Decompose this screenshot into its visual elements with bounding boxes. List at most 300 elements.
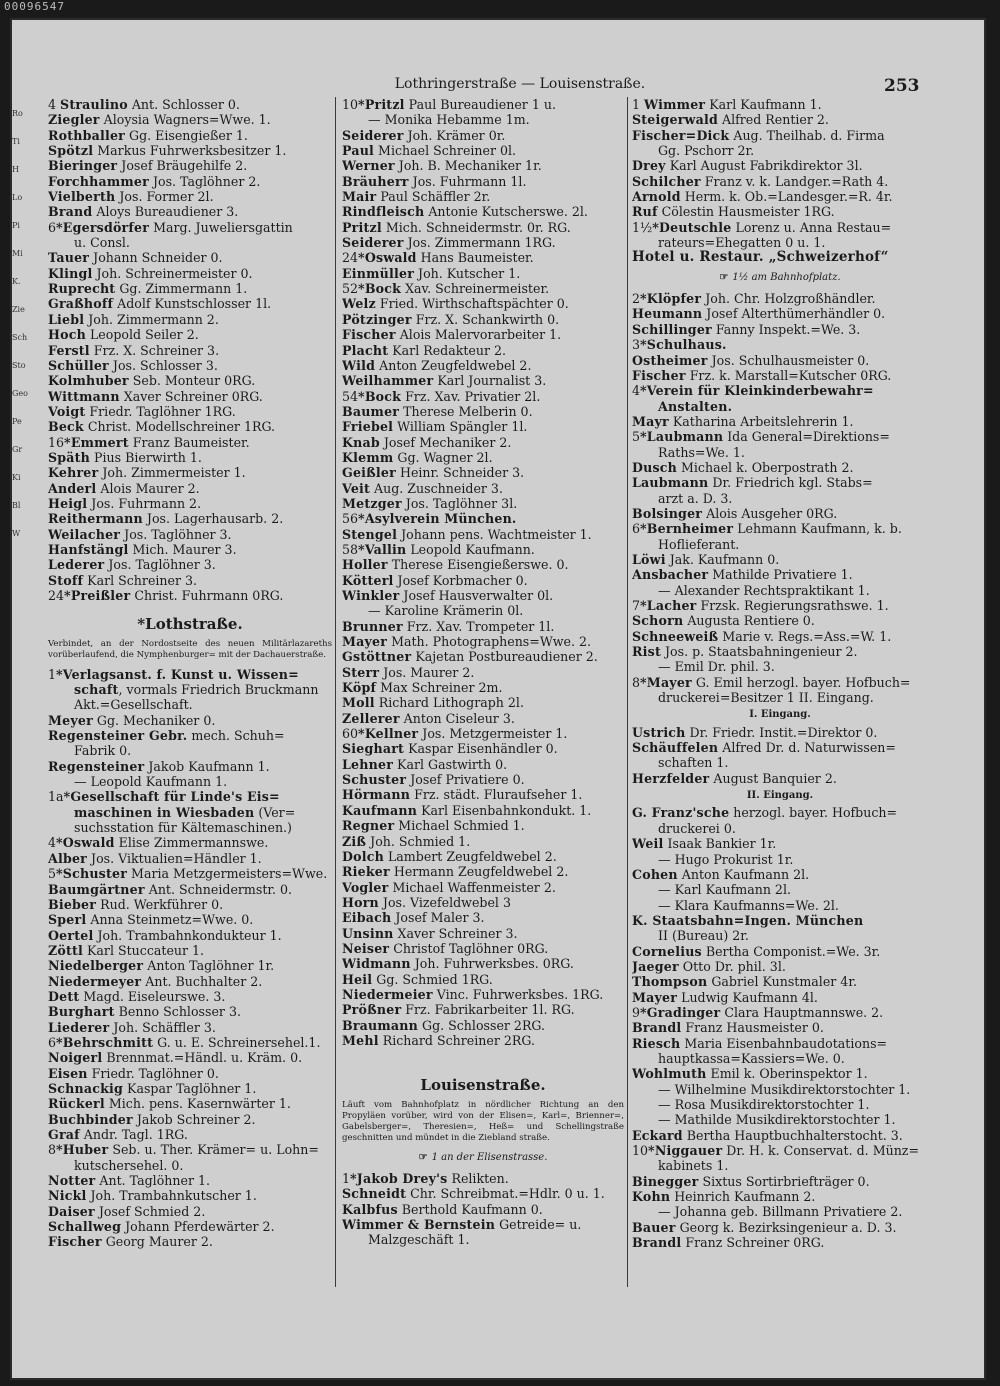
margin-fragment: Sch <box>12 333 28 342</box>
section-note-lothstrasse: Verbindet, an der Nordostseite des neuen Militärlazareths vorüberlaufend, die Nymphenburger= mit der Dachauerstraße. <box>48 638 332 660</box>
directory-entry: Lederer Jos. Taglöhner 3. <box>48 557 216 573</box>
entry-name: Späth <box>48 449 91 465</box>
entry-name: Brunner <box>342 618 403 634</box>
directory-entry: 4*Oswald Elise Zimmermannswe. <box>48 835 269 851</box>
column-2 <box>342 97 624 1248</box>
entry-name: Jaeger <box>632 958 679 974</box>
entry-list-entrance-2 <box>632 805 928 1250</box>
entry-name: Daiser <box>48 1203 95 1219</box>
directory-entry: 9*Gradinger Clara Hauptmannswe. 2. <box>632 1004 884 1020</box>
directory-entry: Alber Jos. Viktualien=Händler 1. <box>48 850 262 866</box>
entry-name: *Mayer <box>640 674 692 690</box>
entry-name: Niedermeyer <box>48 973 142 989</box>
directory-entry: — Karl Kaufmann 2l. <box>658 882 791 898</box>
directory-entry: Rückerl Mich. pens. Kasernwärter 1. <box>48 1096 291 1112</box>
directory-entry: Zellerer Anton Ciseleur 3. <box>342 710 515 726</box>
entry-name: Geißler <box>342 465 396 481</box>
directory-entry: Malzgeschäft 1. <box>368 1232 470 1248</box>
entry-name: Brandl <box>632 1235 682 1251</box>
directory-entry <box>632 250 928 265</box>
directory-entry: Riesch Maria Eisenbahnbaudotations= <box>632 1035 888 1051</box>
directory-entry: druckerei=Besitzer 1 II. Eingang. <box>658 690 874 706</box>
page-number: 253 <box>884 76 920 96</box>
directory-entry: Wild Anton Zeugfeldwebel 2. <box>342 357 532 373</box>
directory-entry: Vogler Michael Waffenmeister 2. <box>342 879 556 895</box>
pointing-hand-note-2 <box>632 270 928 285</box>
directory-entry: Mayer Math. Photographens=Wwe. 2. <box>342 634 592 650</box>
entry-name: Rist <box>632 644 661 660</box>
directory-entry: Eisen Friedr. Taglöhner 0. <box>48 1065 219 1081</box>
directory-entry: Kehrer Joh. Zimmermeister 1. <box>48 465 246 481</box>
directory-entry: Dolch Lambert Zeugfeldwebel 2. <box>342 848 557 864</box>
entry-name: Stengel <box>342 526 398 542</box>
directory-entry: Fischer Alois Malervorarbeiter 1. <box>342 327 562 343</box>
entry-name: *Lacher <box>640 598 697 613</box>
entry-name: Binegger <box>632 1173 699 1189</box>
directory-entry: Metzger Jos. Taglöhner 3l. <box>342 495 518 511</box>
entry-name: Wild <box>342 357 376 373</box>
directory-entry: Tauer Johann Schneider 0. <box>48 250 223 266</box>
directory-entry: 6*Bernheimer Lehmann Kaufmann, k. b. <box>632 521 902 537</box>
entry-name: Wimmer & Bernstein <box>342 1217 496 1233</box>
directory-entry: Hoch Leopold Seiler 2. <box>48 327 199 343</box>
directory-entry: Schneidt Chr. Schreibmat.=Hdlr. 0 u. 1. <box>342 1186 605 1202</box>
directory-entry: Reithermann Jos. Lagerhausarb. 2. <box>48 511 284 527</box>
entry-name: Dusch <box>632 459 677 475</box>
directory-entry: Ansbacher Mathilde Privatiere 1. <box>632 567 853 583</box>
entry-name: *Huber <box>56 1142 109 1158</box>
entry-name: Eckard <box>632 1127 683 1143</box>
entry-name: Drey <box>632 158 666 174</box>
directory-entry: Herzfelder August Banquier 2. <box>632 770 837 786</box>
directory-entry: 8*Mayer G. Emil herzogl. bayer. Hofbuch= <box>632 674 911 690</box>
entry-name: Placht <box>342 342 389 358</box>
column-1 <box>48 97 332 1250</box>
entry-name: Hotel u. Restaur. „Schweizerhof“ <box>632 250 889 266</box>
entry-name: Ustrich <box>632 724 686 740</box>
margin-fragment: Ro <box>12 109 23 118</box>
directory-entry: 5*Laubmann Ida General=Direktions= <box>632 429 890 445</box>
directory-entry: G. Franz'sche herzogl. bayer. Hofbuch= <box>632 805 898 821</box>
entry-name: Liederer <box>48 1019 110 1035</box>
entry-name: Ansbacher <box>632 567 709 583</box>
directory-entry: — Wilhelmine Musikdirektorstochter 1. <box>658 1081 911 1097</box>
directory-entry: Buchbinder Jakob Schreiner 2. <box>48 1111 256 1127</box>
directory-entry: Spötzl Markus Fuhrwerksbesitzer 1. <box>48 143 287 159</box>
entry-name: *Kellner <box>358 726 419 742</box>
directory-entry: Moll Richard Lithograph 2l. <box>342 695 524 711</box>
entry-name: *Bock <box>358 281 402 297</box>
entry-name: *Egersdörfer <box>56 219 150 235</box>
directory-entry: Cornelius Bertha Componist.=We. 3r. <box>632 943 881 959</box>
entry-name: G. Franz'sche <box>632 805 730 821</box>
entry-name: Schuster <box>342 772 407 788</box>
margin-fragment: W <box>12 529 21 538</box>
entry-name: Riesch <box>632 1035 681 1051</box>
pointing-hand-note <box>342 1150 624 1165</box>
entry-name: Schüller <box>48 357 109 373</box>
directory-entry: Niedelberger Anton Taglöhner 1r. <box>48 958 275 974</box>
entry-name: Gstöttner <box>342 649 412 665</box>
directory-entry: Burghart Benno Schlosser 3. <box>48 1004 241 1020</box>
directory-entry <box>632 399 928 414</box>
entry-name: Bolsinger <box>632 505 703 521</box>
directory-entry: Schnackig Kaspar Taglöhner 1. <box>48 1080 257 1096</box>
directory-entry: Klemm Gg. Wagner 2l. <box>342 449 493 465</box>
entry-name: Klemm <box>342 449 394 465</box>
entry-name: Hanfstängl <box>48 541 129 557</box>
margin-fragment: H <box>12 165 19 174</box>
directory-entry: schaften 1. <box>658 755 729 771</box>
entry-name: Schneeweiß <box>632 628 719 644</box>
directory-entry: Forchhammer Jos. Taglöhner 2. <box>48 173 261 189</box>
entry-name: Laubmann <box>632 475 709 491</box>
entry-name: Baumer <box>342 403 400 419</box>
entry-name: Dett <box>48 988 80 1004</box>
entry-name: Schillinger <box>632 321 712 337</box>
directory-entry: Späth Pius Bierwirth 1. <box>48 449 202 465</box>
directory-entry: Fischer Frz. k. Marstall=Kutscher 0RG. <box>632 367 892 383</box>
entry-name: Wohlmuth <box>632 1066 707 1082</box>
entry-name: *Niggauer <box>648 1143 723 1159</box>
entry-name: Metzger <box>342 495 402 511</box>
entry-name: Cohen <box>632 866 678 882</box>
entry-name: schaft <box>74 682 119 698</box>
entry-name: Köpf <box>342 680 377 696</box>
directory-entry: Stengel Johann pens. Wachtmeister 1. <box>342 526 592 542</box>
directory-entry: Beck Christ. Modellschreiner 1RG. <box>48 419 276 435</box>
directory-entry: maschinen in Wiesbaden (Ver= <box>74 804 296 820</box>
directory-entry: Ostheimer Jos. Schulhausmeister 0. <box>632 352 870 368</box>
directory-entry: Cohen Anton Kaufmann 2l. <box>632 866 810 882</box>
directory-entry: Löwi Jak. Kaufmann 0. <box>632 551 780 567</box>
directory-entry: u. Consl. <box>74 235 130 251</box>
entry-name: *Gesellschaft für Linde's Eis= <box>63 789 280 805</box>
directory-entry: 8*Huber Seb. u. Ther. Krämer= u. Lohn= <box>48 1142 319 1158</box>
directory-entry: Arnold Herm. k. Ob.=Landesger.=R. 4r. <box>632 189 893 205</box>
directory-entry: Winkler Josef Hausverwalter 0l. <box>342 588 554 603</box>
entry-name: Hörmann <box>342 787 411 803</box>
entry-name: *Behrschmitt <box>56 1034 154 1050</box>
directory-entry: — Leopold Kaufmann 1. <box>74 774 228 790</box>
directory-entry: Mehl Richard Schreiner 2RG. <box>342 1032 535 1048</box>
directory-entry: Sieghart Kaspar Eisenhändler 0. <box>342 741 558 757</box>
entry-name: Vogler <box>342 879 389 895</box>
entry-name: Welz <box>342 296 376 312</box>
entry-name: Zöttl <box>48 942 84 958</box>
directory-entry: Brandl Franz Hausmeister 0. <box>632 1020 824 1036</box>
entry-name: Straulino <box>60 97 128 112</box>
entry-name: Brand <box>48 204 93 220</box>
subhead-entrance-1: I. Eingang. <box>749 709 811 721</box>
directory-entry: Widmann Joh. Fuhrwerksbes. 0RG. <box>342 956 574 972</box>
entry-name: Schneidt <box>342 1186 407 1202</box>
entry-name: Kalbfus <box>342 1201 398 1217</box>
directory-entry: arzt a. D. 3. <box>658 490 733 506</box>
entry-name: Braumann <box>342 1017 418 1033</box>
entry-name: Schorn <box>632 613 684 629</box>
directory-entry: Bieringer Josef Bräugehilfe 2. <box>48 158 248 174</box>
directory-entry: — Klara Kaufmanns=We. 2l. <box>658 897 839 913</box>
directory-entry: Rothballer Gg. Eisengießer 1. <box>48 127 248 143</box>
entry-name: Spötzl <box>48 143 94 159</box>
entry-name: *Bock <box>358 388 402 404</box>
entry-name: Prößner <box>342 1002 402 1018</box>
entry-name: *Emmert <box>64 434 129 450</box>
entry-name: *Schuster <box>56 866 128 882</box>
entry-name: *Jakob Drey's <box>350 1171 448 1186</box>
directory-entry: Regensteiner Gebr. mech. Schuh= <box>48 728 285 744</box>
directory-entry: Vielberth Jos. Former 2l. <box>48 189 214 205</box>
margin-fragment: Ti <box>12 137 20 146</box>
directory-entry: Weilhammer Karl Journalist 3. <box>342 373 547 389</box>
directory-entry: Wohlmuth Emil k. Oberinspektor 1. <box>632 1066 868 1082</box>
entry-name: *Deutschle <box>652 219 732 235</box>
page-header-title: Lothringerstraße — Louisenstraße. <box>394 76 646 92</box>
directory-entry: Liederer Joh. Schäffler 3. <box>48 1019 216 1035</box>
entry-name: Meyer <box>48 712 93 728</box>
entry-name: Baumgärtner <box>48 881 145 897</box>
entry-name: Kötterl <box>342 572 394 588</box>
directory-entry: Sperl Anna Steinmetz=Wwe. 0. <box>48 912 254 928</box>
directory-entry: Ruprecht Gg. Zimmermann 1. <box>48 281 248 297</box>
directory-entry: Anderl Alois Maurer 2. <box>48 480 200 496</box>
entry-name: Nickl <box>48 1188 87 1204</box>
directory-entry: 24*Oswald Hans Baumeister. <box>342 250 534 266</box>
left-margin-fragments <box>12 100 36 548</box>
directory-entry: Bolsinger Alois Ausgeher 0RG. <box>632 505 838 521</box>
entry-name: *Preißler <box>64 588 131 603</box>
entry-name: Wittmann <box>48 388 120 404</box>
directory-entry: 58*Vallin Leopold Kaufmann. <box>342 541 535 557</box>
column-rule-2 <box>627 97 628 1287</box>
entry-name: Steigerwald <box>632 112 718 128</box>
entry-name: *Schulhaus. <box>640 337 727 353</box>
directory-entry: kutschersehel. 0. <box>74 1157 184 1173</box>
directory-entry: Kohn Heinrich Kaufmann 2. <box>632 1189 816 1205</box>
entry-name: Paul <box>342 143 375 159</box>
entry-name: Kehrer <box>48 465 99 481</box>
directory-entry: Voigt Friedr. Taglöhner 1RG. <box>48 403 236 419</box>
entry-name: Knab <box>342 434 380 450</box>
pointing-hand-text: 1 an der Elisenstrasse. <box>431 1151 548 1163</box>
directory-entry: Ziß Joh. Schmied 1. <box>342 833 471 849</box>
entry-list-lothringerstrasse-cont <box>342 97 624 1048</box>
directory-entry: Bieber Rud. Werkführer 0. <box>48 896 224 912</box>
entry-name: Voigt <box>48 403 86 419</box>
directory-entry: Heil Gg. Schmied 1RG. <box>342 971 493 987</box>
entry-name: *Oswald <box>358 250 417 266</box>
directory-entry: Wittmann Xaver Schreiner 0RG. <box>48 388 263 404</box>
column-3 <box>632 97 928 1250</box>
directory-entry: schaft, vormals Friedrich Bruckmann <box>74 682 319 698</box>
directory-entry: 5*Schuster Maria Metzgermeisters=Wwe. <box>48 866 328 882</box>
column-rule-1 <box>335 97 336 1287</box>
directory-entry: Veit Aug. Zuschneider 3. <box>342 480 503 496</box>
directory-entry: Wimmer & Bernstein Getreide= u. <box>342 1217 582 1233</box>
directory-entry: Drey Karl August Fabrikdirektor 3l. <box>632 158 863 174</box>
directory-entry: Braumann Gg. Schlosser 2RG. <box>342 1017 546 1033</box>
margin-fragment: K. <box>12 277 21 286</box>
directory-entry: Rindfleisch Antonie Kutscherswe. 2l. <box>342 204 588 220</box>
directory-entry: Werner Joh. B. Mechaniker 1r. <box>342 158 542 174</box>
directory-entry: 3*Schulhaus. <box>632 337 727 353</box>
entry-name: Heigl <box>48 495 88 511</box>
directory-entry: Dett Magd. Eiseleurswe. 3. <box>48 988 226 1004</box>
entry-name: Löwi <box>632 551 666 567</box>
entry-name: *Gradinger <box>640 1004 721 1020</box>
directory-entry: Noigerl Brennmat.=Händl. u. Kräm. 0. <box>48 1050 303 1066</box>
directory-entry: Hanfstängl Mich. Maurer 3. <box>48 541 237 557</box>
directory-entry: Köpf Max Schreiner 2m. <box>342 680 503 696</box>
entry-name: Einmüller <box>342 265 415 281</box>
margin-fragment: Geo <box>12 389 28 398</box>
entry-name: Rückerl <box>48 1096 105 1112</box>
entry-name: Widmann <box>342 956 411 972</box>
directory-entry: 10*Pritzl Paul Bureaudiener 1 u. <box>342 97 556 112</box>
directory-entry: Fischer Georg Maurer 2. <box>48 1234 213 1250</box>
entry-name: Seiderer <box>342 127 404 143</box>
directory-entry: 4 Straulino Ant. Schlosser 0. <box>48 97 240 112</box>
directory-entry: Welz Fried. Wirthschaftspächter 0. <box>342 296 569 312</box>
directory-entry: Horn Jos. Vizefeldwebel 3 <box>342 894 511 910</box>
directory-entry: — Johanna geb. Billmann Privatiere 2. <box>658 1204 903 1220</box>
directory-entry: Neiser Christof Taglöhner 0RG. <box>342 940 549 956</box>
directory-entry: 54*Bock Frz. Xav. Privatier 2l. <box>342 388 541 404</box>
entry-name: Burghart <box>48 1004 115 1020</box>
directory-entry: Knab Josef Mechaniker 2. <box>342 434 512 450</box>
entry-name: Thompson <box>632 974 708 990</box>
directory-entry: Klingl Joh. Schreinermeister 0. <box>48 265 253 281</box>
entry-name: Dolch <box>342 848 384 864</box>
entry-name: Schallweg <box>48 1219 122 1235</box>
margin-fragment: Gr <box>12 445 23 454</box>
directory-entry: Eibach Josef Maler 3. <box>342 910 485 926</box>
directory-entry: Eckard Bertha Hauptbuchhalterstocht. 3. <box>632 1127 903 1143</box>
margin-fragment: Ki <box>12 473 21 482</box>
entry-name: Heumann <box>632 306 703 322</box>
entry-name: Noigerl <box>48 1050 103 1066</box>
directory-entry: Ustrich Dr. Friedr. Instit.=Direktor 0. <box>632 724 878 740</box>
directory-entry: Rist Jos. p. Staatsbahningenieur 2. <box>632 644 858 660</box>
entry-name: Wimmer <box>644 97 706 112</box>
directory-entry: 1½*Deutschle Lorenz u. Anna Restau= <box>632 219 892 235</box>
directory-entry: Schuster Josef Privatiere 0. <box>342 772 525 788</box>
entry-name: Brandl <box>632 1020 682 1036</box>
entry-name: Mair <box>342 189 377 205</box>
entry-list-louisenstrasse <box>342 1171 624 1248</box>
directory-entry: Zöttl Karl Stuccateur 1. <box>48 942 205 958</box>
entry-name: Friebel <box>342 419 394 435</box>
directory-entry: 1*Verlagsanst. f. Kunst u. Wissen= <box>48 666 299 682</box>
entry-name: Veit <box>342 480 371 496</box>
directory-entry: Jaeger Otto Dr. phil. 3l. <box>632 958 786 974</box>
directory-entry: Mayr Katharina Arbeitslehrerin 1. <box>632 413 854 429</box>
entry-name: *Bernheimer <box>640 521 734 537</box>
entry-name: Tauer <box>48 250 90 266</box>
entry-name: Klingl <box>48 265 93 281</box>
directory-entry: Regensteiner Jakob Kaufmann 1. <box>48 758 270 774</box>
directory-entry: Geißler Heinr. Schneider 3. <box>342 465 525 481</box>
directory-entry: Schäuffelen Alfred Dr. d. Naturwissen= <box>632 740 896 756</box>
margin-fragment: Bl <box>12 501 21 510</box>
directory-entry: 56*Asylverein München. <box>342 511 517 527</box>
directory-entry: Dusch Michael k. Oberpostrath 2. <box>632 459 854 475</box>
entry-name: Graßhoff <box>48 296 114 312</box>
entry-name: Mayer <box>342 634 388 650</box>
entry-name: Rieker <box>342 864 390 880</box>
directory-entry: Hörmann Frz. städt. Fluraufseher 1. <box>342 787 583 803</box>
entry-name: Ziegler <box>48 112 100 128</box>
directory-entry: Steigerwald Alfred Rentier 2. <box>632 112 829 128</box>
directory-entry: Liebl Joh. Zimmermann 2. <box>48 311 219 327</box>
entry-name: *Asylverein München. <box>358 511 517 527</box>
entry-name: Schnackig <box>48 1080 124 1096</box>
entry-name: Schäuffelen <box>632 740 719 756</box>
entry-name: Pritzl <box>342 219 382 235</box>
entry-name: Niedermeier <box>342 986 433 1002</box>
directory-entry: 24*Preißler Christ. Fuhrmann 0RG. <box>48 588 284 603</box>
directory-entry: Unsinn Xaver Schreiner 3. <box>342 925 518 941</box>
entry-name: Pötzinger <box>342 311 412 327</box>
margin-fragment: Zie <box>12 305 25 314</box>
entry-name: Anderl <box>48 480 97 496</box>
entry-name: Arnold <box>632 189 681 205</box>
directory-entry: Weil Isaak Bankier 1r. <box>632 836 777 852</box>
entry-name: Rindfleisch <box>342 204 425 220</box>
directory-entry: 16*Emmert Franz Baumeister. <box>48 434 250 450</box>
entry-name: *Verein für Kleinkinderbewahr= <box>640 383 874 399</box>
entry-name: Liebl <box>48 311 85 327</box>
directory-entry: 52*Bock Xav. Schreinermeister. <box>342 281 550 297</box>
directory-entry: 1*Jakob Drey's Relikten. <box>342 1171 509 1186</box>
entry-name: maschinen in Wiesbaden <box>74 804 255 820</box>
directory-entry: Schorn Augusta Rentiere 0. <box>632 613 815 629</box>
directory-entry: Meyer Gg. Mechaniker 0. <box>48 712 216 728</box>
entry-name: Oertel <box>48 927 94 943</box>
directory-entry: Mair Paul Schäffler 2r. <box>342 189 491 205</box>
entry-name: Weil <box>632 836 664 852</box>
entry-name: Neiser <box>342 940 390 956</box>
directory-entry: Rieker Hermann Zeugfeldwebel 2. <box>342 864 569 880</box>
section-title-louisenstrasse: Louisenstraße. <box>420 1076 546 1095</box>
entry-name: Fischer=Dick <box>632 127 730 143</box>
entry-name: Notter <box>48 1173 96 1189</box>
section-title-lothstrasse: *Lothstraße. <box>137 615 243 634</box>
directory-entry: Placht Karl Redakteur 2. <box>342 342 507 358</box>
entry-name: Seiderer <box>342 235 404 251</box>
directory-entry: Ferstl Frz. X. Schreiner 3. <box>48 342 220 358</box>
directory-entry: 6*Behrschmitt G. u. E. Schreinersehel.1. <box>48 1034 321 1050</box>
entry-name: Hoch <box>48 327 86 343</box>
directory-entry: — Emil Dr. phil. 3. <box>658 659 775 675</box>
directory-entry: Kaufmann Karl Eisenbahnkondukt. 1. <box>342 802 592 818</box>
entry-name: Mayer <box>632 989 678 1005</box>
entry-name: Cornelius <box>632 943 702 959</box>
entry-name: Anstalten. <box>658 398 733 414</box>
entry-name: Weilhammer <box>342 373 434 389</box>
directory-entry: Holler Therese Eisengießerswe. 0. <box>342 557 569 573</box>
entry-name: Schilcher <box>632 173 701 189</box>
entry-name: Mehl <box>342 1032 379 1048</box>
directory-entry: Fischer=Dick Aug. Theilhab. d. Firma <box>632 127 885 143</box>
directory-entry: 7*Lacher Frzsk. Regierungsrathswe. 1. <box>632 598 889 613</box>
entry-name: K. Staatsbahn=Ingen. München <box>632 912 864 928</box>
directory-entry: Akt.=Gesellschaft. <box>74 697 193 713</box>
directory-entry: II (Bureau) 2r. <box>658 928 749 944</box>
entry-name: Fischer <box>48 1234 102 1250</box>
directory-entry: Graßhoff Adolf Kunstschlosser 1l. <box>48 296 272 312</box>
